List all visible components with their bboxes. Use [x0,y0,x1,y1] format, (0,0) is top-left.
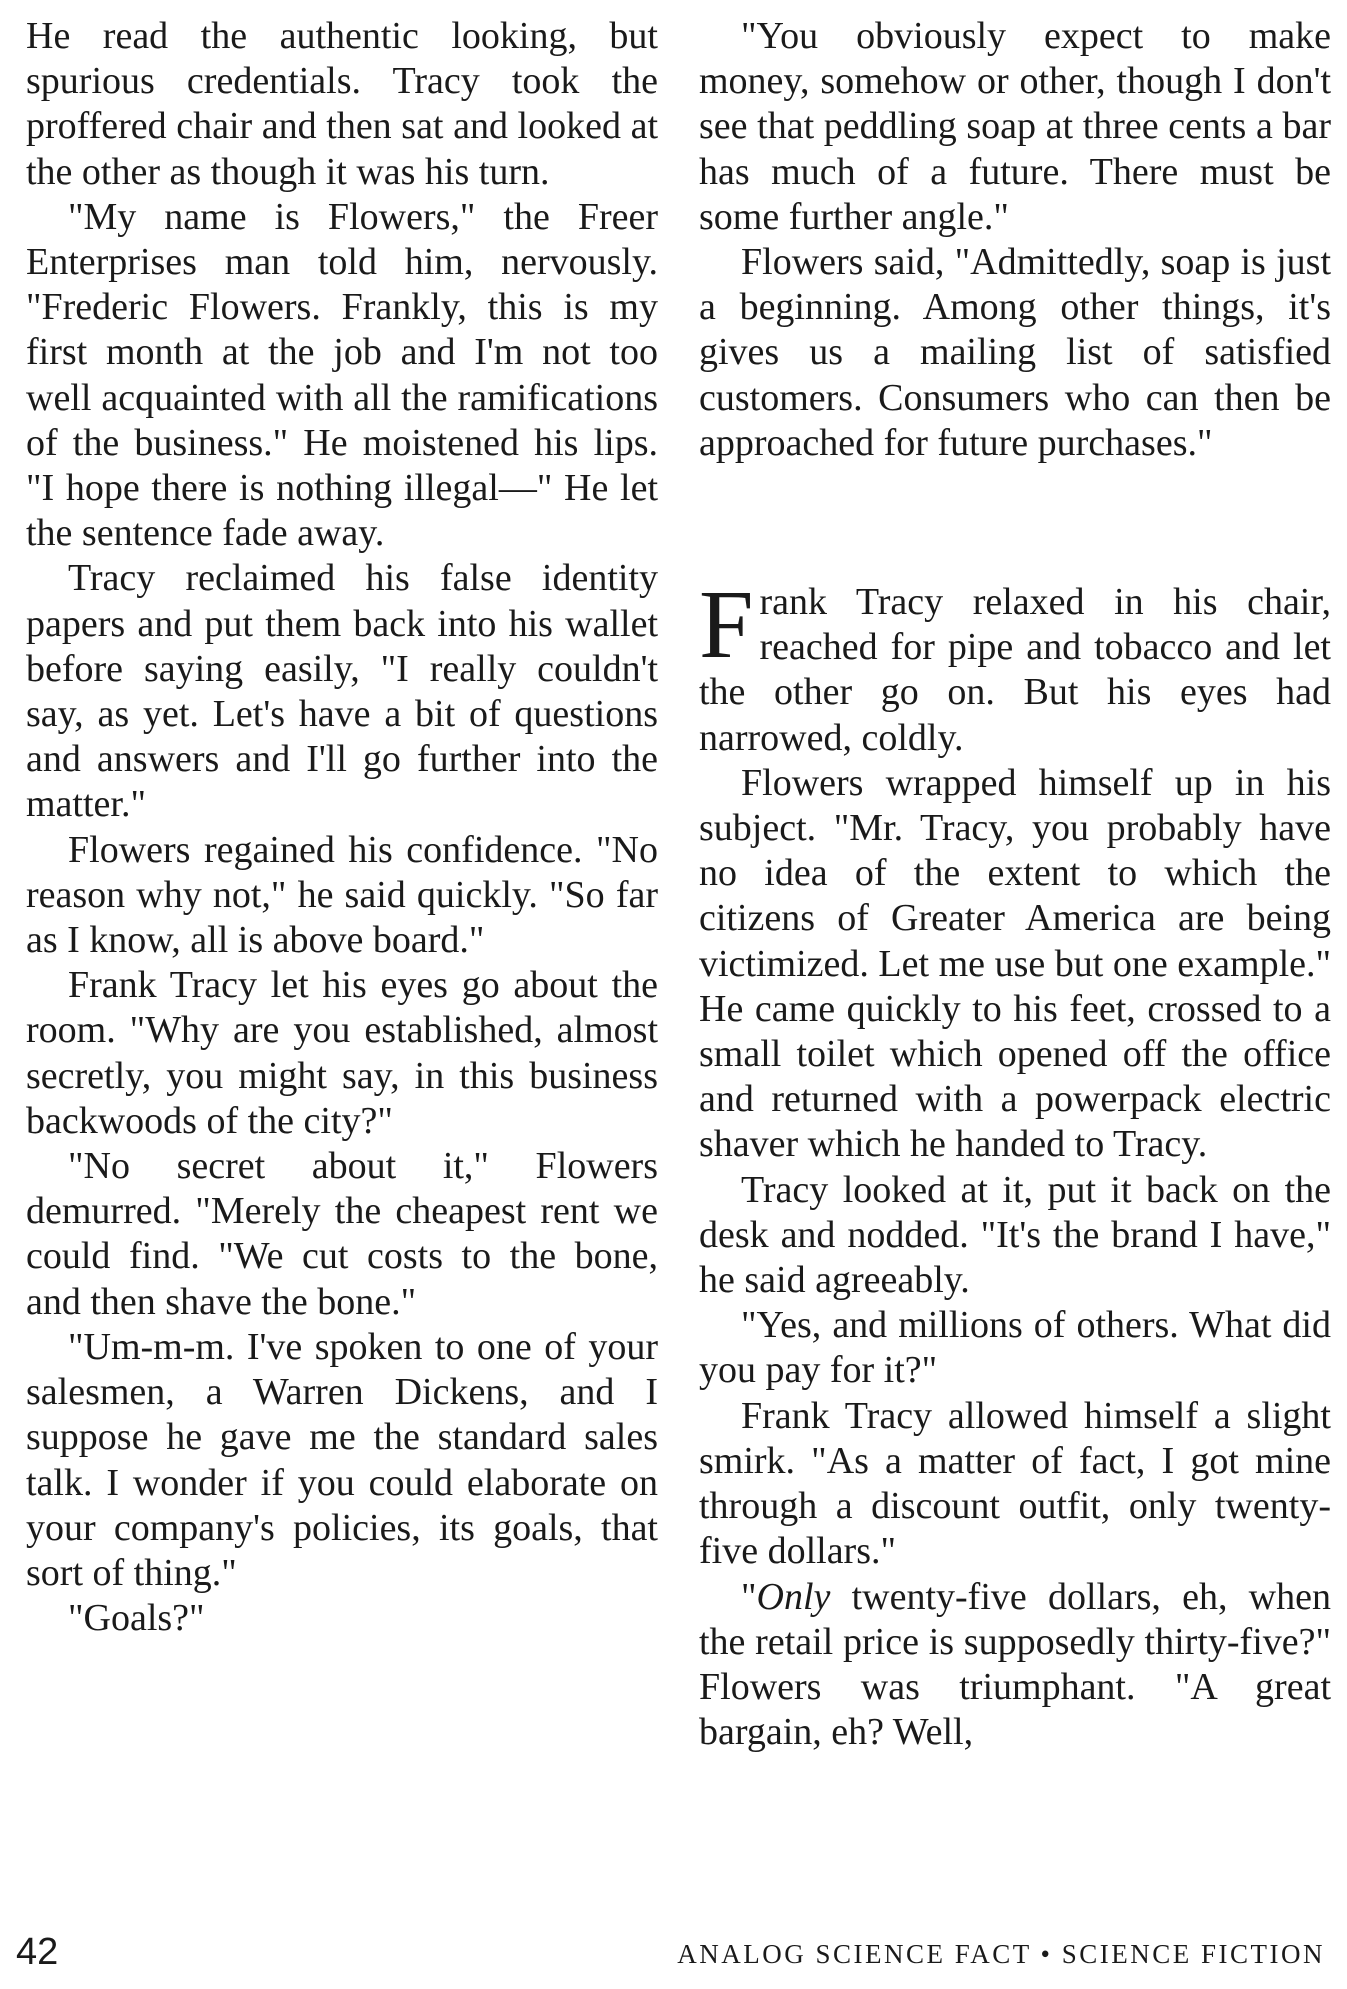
paragraph: He read the authentic looking, but spurious credentials. Tracy took the proffered chair and then sat and looked at the other as though it was his turn. [26,15,658,193]
page-footer [0,1930,1347,1980]
paragraph: Flowers said, "Admittedly, soap is just a beginning. Among other things, it's gives us a mailing list of satisfied customers. Consumers who can then be approached for future purchases." [699,241,1331,464]
paragraph: "Only twenty-five dollars, eh, when the retail price is supposedly thirty-five?" Flowers was triumphant. "A great bargain, eh? Well, [699,1575,1331,1754]
right-column [699,14,1331,1755]
paragraph: Flowers wrapped himself up in his subject. "Mr. Tracy, you probably have no idea of the extent to which the citizens of Greater America are being victimized. Let me use but one example." He came quickly to his feet, crossed to a small toilet which opened off the office and returned with a powerpack electric shaver which he handed to Tracy. [699,761,1331,1166]
paragraph: Tracy reclaimed his false identity papers and put them back into his wallet before saying easily, "I really couldn't say, as yet. Let's have a bit of questions and answers and I'll go further into the matter." [26,557,658,826]
dropcap-paragraph-text: rank Tracy relaxed in his chair, reached for pipe and tobacco and let the other go on. But his eyes had narrowed, coldly. [699,581,1331,759]
page-number: 42 [16,1931,59,1973]
italic-emphasis: Only [756,1575,831,1618]
paragraph: "Um-m-m. I've spoken to one of your salesmen, a Warren Dickens, and I suppose he gave me the standard sales talk. I wonder if you could elaborate on your company's policies, its goals, that sort of thing." [26,1325,658,1594]
paragraph: Flowers regained his confidence. "No reason why not," he said quickly. "So far as I know, all is above board." [26,828,658,962]
paragraph: Frank Tracy allowed himself a slight smirk. "As a matter of fact, I got mine through a discount outfit, only twenty-five dollars." [699,1394,1331,1573]
paragraph: Tracy looked at it, put it back on the desk and nodded. "It's the brand I have," he said agreeably. [699,1168,1331,1302]
paragraph: "My name is Flowers," the Freer Enterprises man told him, nervously. "Frederic Flowers. Frankly, this is my first month at the job and I'm not too well acquainted with all the ramifications of the business." He moistened his lips. "I hope there is nothing illegal—" He let the sentence fade away. [26,195,658,555]
section-break [699,466,1331,580]
dropcap-paragraph [699,571,1331,761]
paragraph: "No secret about it," Flowers demurred. "Merely the cheapest rent we could find. "We cut costs to the bone, and then shave the bone." [26,1145,658,1323]
paragraph: Frank Tracy let his eyes go about the room. "Why are you established, almost secretly, you might say, in this business backwoods of the city?" [26,964,658,1142]
paragraph: "Goals?" [68,1597,205,1640]
left-column [26,14,658,1641]
paragraph: "You obviously expect to make money, somehow or other, though I don't see that peddling soap at three cents a bar has much of a future. There must be some further angle." [699,15,1331,238]
running-footer-title: ANALOG SCIENCE FACT • SCIENCE FICTION [677,1939,1325,1969]
paragraph: "Yes, and millions of others. What did you pay for it?" [699,1304,1331,1392]
drop-cap-letter: F [699,571,754,680]
paragraph-text: twenty-five dollars, eh, when the retail price is supposedly thirty-five?" Flowers was triumphant. "A great bargain, eh? Well, [699,1575,1331,1754]
